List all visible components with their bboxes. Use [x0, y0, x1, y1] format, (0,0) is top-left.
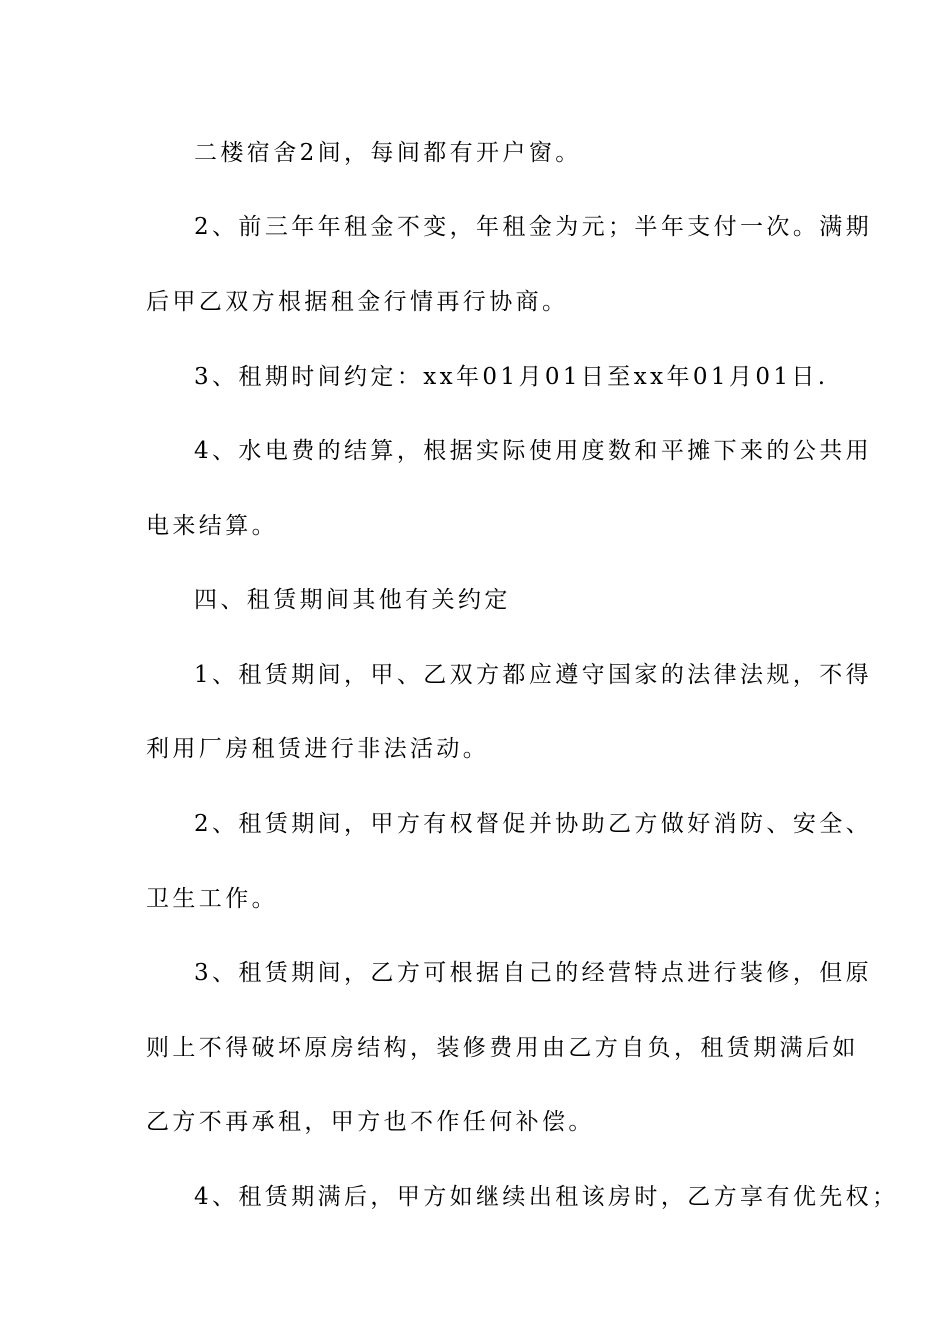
text-line-10: 2、租赁期间，甲方有权督促并协助乙方做好消防、安全、: [194, 811, 873, 837]
text-line-4: 3、租期时间约定：xx年01月01日至xx年01月01日.: [194, 364, 829, 390]
text-line-8: 1、租赁期间，甲、乙双方都应遵守国家的法律法规，不得: [194, 662, 873, 688]
text-line-2: 2、前三年年租金不变，年租金为元；半年支付一次。满期: [194, 214, 873, 240]
text-line-15: 4、租赁期满后，甲方如继续出租该房时，乙方享有优先权；: [194, 1184, 899, 1210]
text-line-14: 乙方不再承租，甲方也不作任何补偿。: [146, 1109, 595, 1135]
text-line-6: 电来结算。: [146, 513, 278, 539]
text-line-13: 则上不得破坏原房结构，装修费用由乙方自负，租赁期满后如: [146, 1035, 859, 1061]
section-heading: 四、租赁期间其他有关约定: [194, 587, 511, 613]
text-line-11: 卫生工作。: [146, 886, 278, 912]
text-line-5: 4、水电费的结算，根据实际使用度数和平摊下来的公共用: [194, 438, 873, 464]
text-line-1: 二楼宿舍2间，每间都有开户窗。: [194, 140, 582, 166]
text-line-3: 后甲乙双方根据租金行情再行协商。: [146, 289, 569, 315]
text-line-9: 利用厂房租赁进行非法活动。: [146, 736, 490, 762]
text-line-12: 3、租赁期间，乙方可根据自己的经营特点进行装修，但原: [194, 960, 873, 986]
